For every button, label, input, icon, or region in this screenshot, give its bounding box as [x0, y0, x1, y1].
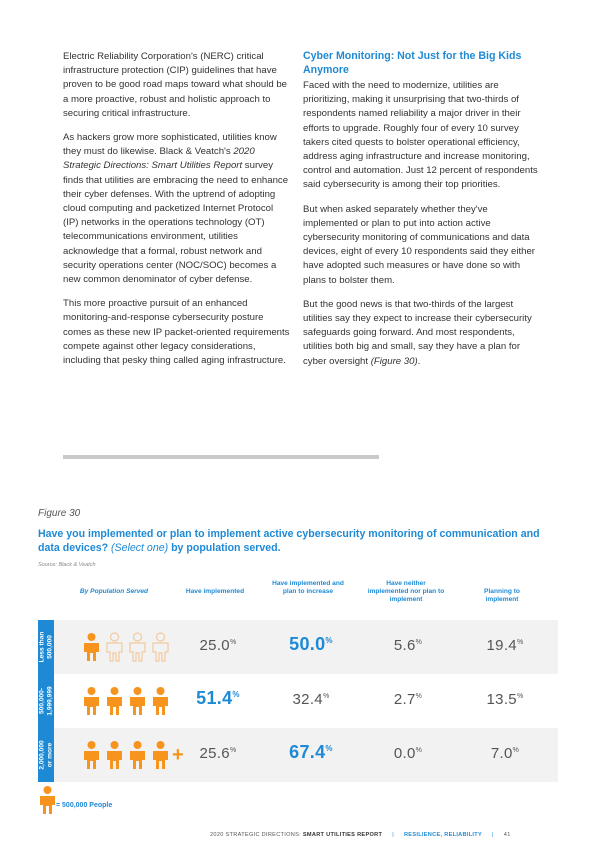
column-header-planning: Planning to implement: [484, 588, 520, 604]
paragraph: But when asked separately whether they've implemented or plan to put into action active cybersecurity monitoring of communications and data devices, eight of every 10 respondents said they either have adopted such measures or have done so with plans to bolster them.: [303, 203, 535, 286]
value-planning: 7.0%: [490, 745, 520, 762]
person-icon: [82, 686, 101, 716]
figure-title-text-end: by population served.: [168, 542, 281, 554]
person-icon: [105, 740, 124, 770]
table-row: [38, 620, 558, 674]
row-label: 2,000,000 or more: [38, 740, 53, 770]
person-icon: [151, 740, 170, 770]
report-title-reference: 2020 Strategic Directions: Smart Utilities Report: [63, 146, 255, 172]
paragraph: [303, 298, 541, 369]
value-neither: 2.7%: [393, 691, 423, 708]
table-row: [38, 674, 558, 728]
footer-separator: |: [492, 832, 494, 838]
column-header-implemented-and-increase: Have implemented and plan to increase: [272, 580, 344, 596]
paragraph: Electric Reliability Corporation's (NERC) critical infrastructure protection (CIP) guidelines that have proven to be good road maps toward what should be a more proactive, robust and holistic approach to securing critical infrastructure.: [63, 51, 288, 119]
legend-text: = 500,000 People: [56, 802, 113, 809]
person-outline-icon: [105, 632, 124, 662]
footer-report-bold: SMART UTILITIES REPORT: [302, 832, 383, 838]
column-header-population: By Population Served: [79, 588, 149, 595]
right-text-column: [303, 50, 541, 379]
value-implemented-and-increase: 67.4%: [289, 742, 333, 762]
table-row: [38, 728, 558, 782]
paragraph-text: survey finds that utilities are embracing the need to enhance their cyber defenses. With the uptrend of adopting cloud computing and packetized Internet Protocol (IP) networks in the operations technology (OT) telecommunications environment, utilities acknowledge that a formal, robust network and security operations center (NOC/SOC) becomes a new common denominator of cyber defense.: [63, 160, 289, 286]
figure-source: Source: Black & Veatch: [38, 562, 96, 568]
row-label: Less than 500,000: [38, 631, 53, 663]
value-have-implemented: 25.0%: [199, 637, 237, 654]
page-footer: [210, 832, 511, 838]
column-header-have-implemented: Have implemented: [185, 588, 245, 595]
paragraph-text: .: [417, 355, 421, 367]
section-divider: [63, 455, 379, 459]
figure-title-select: (Select one): [111, 542, 169, 554]
person-icon: [128, 686, 147, 716]
person-outline-icon: [128, 632, 147, 662]
person-icon: [105, 686, 124, 716]
paragraph-text: But the good news is that two-thirds of the largest utilities say they expect to increase their cybersecurity safeguards going forward. And most respondents, utilities both big and small, say they have a plan for cyber oversight: [303, 298, 532, 367]
value-neither: 0.0%: [393, 745, 423, 762]
page-number: 41: [503, 832, 511, 838]
figure-title: [38, 527, 558, 555]
footer-section: RESILIENCE, RELIABILITY: [403, 832, 483, 838]
paragraph: [63, 131, 291, 287]
figure-label: Figure 30: [38, 508, 81, 519]
person-icon: [82, 632, 101, 662]
section-heading: Cyber Monitoring: Not Just for the Big Kids Anymore: [303, 50, 522, 76]
footer-report-name: 2020 STRATEGIC DIRECTIONS:: [210, 832, 303, 838]
value-neither: 5.6%: [393, 637, 423, 654]
person-outline-icon: [151, 632, 170, 662]
person-icon: [151, 686, 170, 716]
paragraph: Faced with the need to modernize, utilities are prioritizing, making it unsurprising that two-thirds of respondents named reliability a major driver in their efforts to upgrade. Roughly four of every 10 survey takers cited quests to bolster operational efficiency, address aging infrastructure and increase monitoring, control and automation. Just 12 percent of respondents said cybersecurity is among their top priorities.: [303, 80, 538, 191]
footer-separator: |: [392, 832, 394, 838]
plus-icon: +: [172, 744, 184, 766]
value-implemented-and-increase: 50.0%: [289, 634, 333, 654]
person-icon: [82, 740, 101, 770]
value-have-implemented: 51.4%: [196, 688, 240, 708]
value-have-implemented: 25.6%: [199, 745, 237, 762]
value-planning: 13.5%: [486, 691, 524, 708]
row-label: 500,000- 1,999,999: [38, 686, 53, 716]
figure-reference: (Figure 30): [370, 355, 418, 367]
legend: [38, 785, 198, 817]
value-planning: 19.4%: [486, 637, 524, 654]
figure-title-text: Have you implemented or plan to implement active cybersecurity monitoring of communication and data devices?: [38, 528, 540, 554]
paragraph: This more proactive pursuit of an enhanced monitoring-and-response cybersecurity posture comes as these new IP packet-oriented requirements compete against other legacy considerations, including that pesky thing called aging infrastructure.: [63, 298, 290, 367]
paragraph-text: As hackers grow more sophisticated, utilities know they must do likewise. Black & Veatch's: [63, 132, 277, 158]
person-icon: [38, 785, 57, 815]
value-implemented-and-increase: 32.4%: [292, 691, 330, 708]
left-text-column: [63, 50, 291, 378]
person-icon: [128, 740, 147, 770]
column-header-neither: Have neither implemented nor plan to implement: [367, 580, 445, 604]
